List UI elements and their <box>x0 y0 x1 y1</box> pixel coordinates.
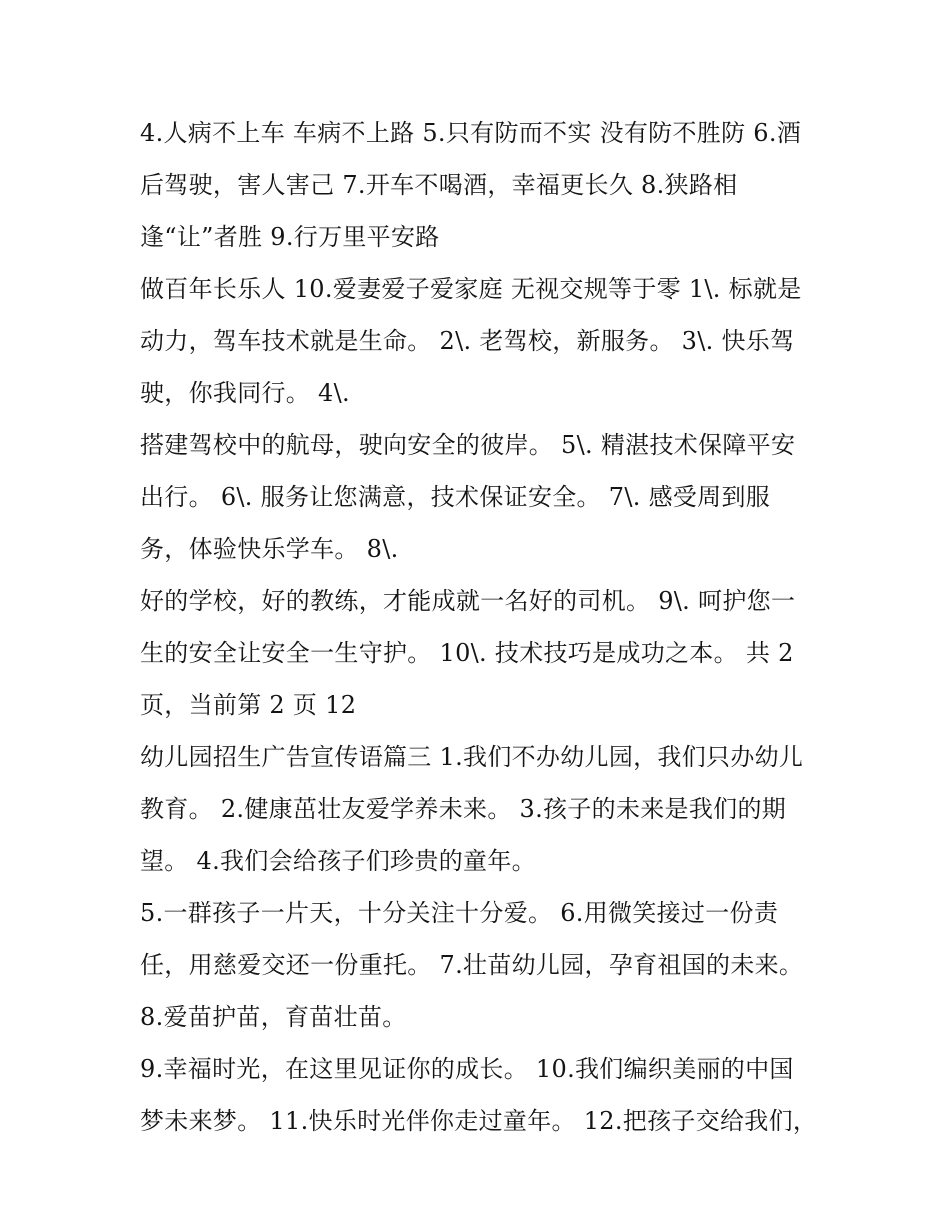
text-line: 5.一群孩子一片天，十分关注十分爱。 6.用微笑接过一份责 <box>140 899 779 927</box>
text-line: 4.人病不上车 车病不上路 5.只有防而不实 没有防不胜防 6.酒 <box>140 119 802 147</box>
text-line: 教育。 2.健康茁壮友爱学养未来。 3.孩子的未来是我们的期 <box>140 795 787 823</box>
text-line: 页，当前第 2 页 12 <box>140 691 357 719</box>
text-line: 驶，你我同行。 4\. <box>140 379 350 407</box>
text-line: 务，体验快乐学车。 8\. <box>140 535 399 563</box>
text-line: 好的学校，好的教练，才能成就一名好的司机。 9\. 呵护您一 <box>140 587 796 615</box>
text-line: 任，用慈爱交还一份重托。 7.壮苗幼儿园，孕育祖国的未来。 <box>140 951 804 979</box>
text-line: 梦未来梦。 11.快乐时光伴你走过童年。 12.把孩子交给我们， <box>140 1107 818 1135</box>
text-line: 幼儿园招生广告宣传语篇三 1.我们不办幼儿园，我们只办幼儿 <box>140 743 804 771</box>
text-line: 出行。 6\. 服务让您满意，技术保证安全。 7\. 感受周到服 <box>140 483 771 511</box>
text-line: 搭建驾校中的航母，驶向安全的彼岸。 5\. 精湛技术保障平安 <box>140 431 796 459</box>
text-line: 后驾驶，害人害己 7.开车不喝酒，幸福更长久 8.狭路相 <box>140 171 738 199</box>
text-line: 生的安全让安全一生守护。 10\. 技术技巧是成功之本。 共 2 <box>140 639 794 667</box>
text-line: 8.爱苗护苗，育苗壮苗。 <box>140 1003 407 1031</box>
text-line: 动力，驾车技术就是生命。 2\. 老驾校，新服务。 3\. 快乐驾 <box>140 327 795 355</box>
text-line: 望。 4.我们会给孩子们珍贵的童年。 <box>140 847 536 875</box>
text-line: 做百年长乐人 10.爱妻爱子爱家庭 无视交规等于零 1\. 标就是 <box>140 275 802 303</box>
text-line: 逢“让”者胜 9.行万里平安路 <box>140 223 440 251</box>
document-body <box>140 107 830 1147</box>
text-line: 9.幸福时光，在这里见证你的成长。 10.我们编织美丽的中国 <box>140 1055 794 1083</box>
